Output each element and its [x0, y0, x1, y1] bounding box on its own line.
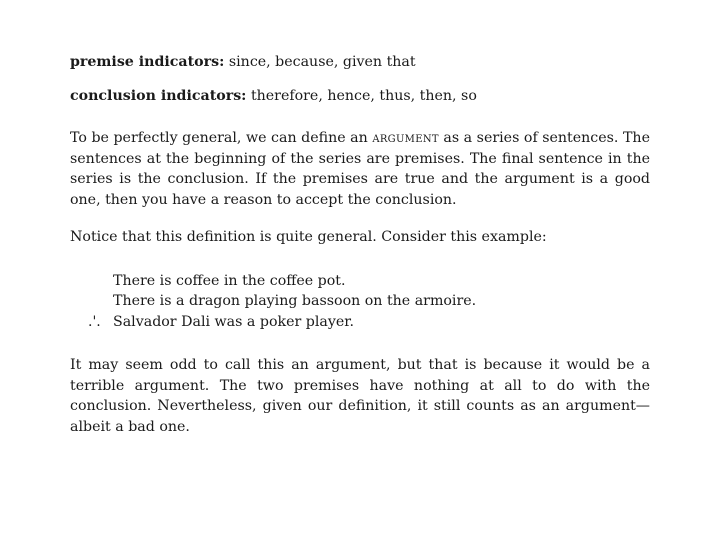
premise-indicators-list: since, because, given that — [228, 54, 416, 70]
argument-term: argument — [372, 130, 439, 146]
premise-2-text: There is a dragon playing bassoon on the armoire. — [113, 293, 477, 309]
premise-indicators-line — [70, 52, 650, 72]
document-page — [70, 52, 650, 437]
example-premise-2 — [70, 291, 650, 312]
definition-paragraph — [70, 128, 650, 210]
therefore-symbol: .'. — [88, 313, 101, 330]
closing-paragraph: It may seem odd to call this an argument, but that is because it would be a terrible argument. The two premises have nothing at all to do with the conclusion. Nevertheless, given our definition, it still counts as an argument—albeit a bad one. — [70, 357, 650, 435]
example-premise-1 — [70, 271, 650, 292]
definition-lead: To be perfectly general, we can define an — [70, 130, 368, 146]
conclusion-indicators-list: therefore, hence, thus, then, so — [250, 88, 477, 104]
notice-paragraph: Notice that this definition is quite general. Consider this example: — [70, 229, 547, 245]
conclusion-text: Salvador Dali was a poker player. — [113, 313, 355, 330]
premise-indicators-term: premise indicators: — [70, 54, 225, 70]
example-argument — [70, 271, 650, 333]
example-conclusion — [70, 312, 650, 333]
premise-1-text: There is coffee in the coffee pot. — [113, 272, 346, 289]
conclusion-indicators-line — [70, 86, 650, 106]
definition-rest: as a series of sentences. The sentences at the beginning of the series are premises. The final sentence in the series is the conclusion. If the premises are true and the argument is a good one, then you have a reason to accept the conclusion. — [70, 130, 650, 208]
conclusion-indicators-term: conclusion indicators: — [70, 88, 247, 104]
